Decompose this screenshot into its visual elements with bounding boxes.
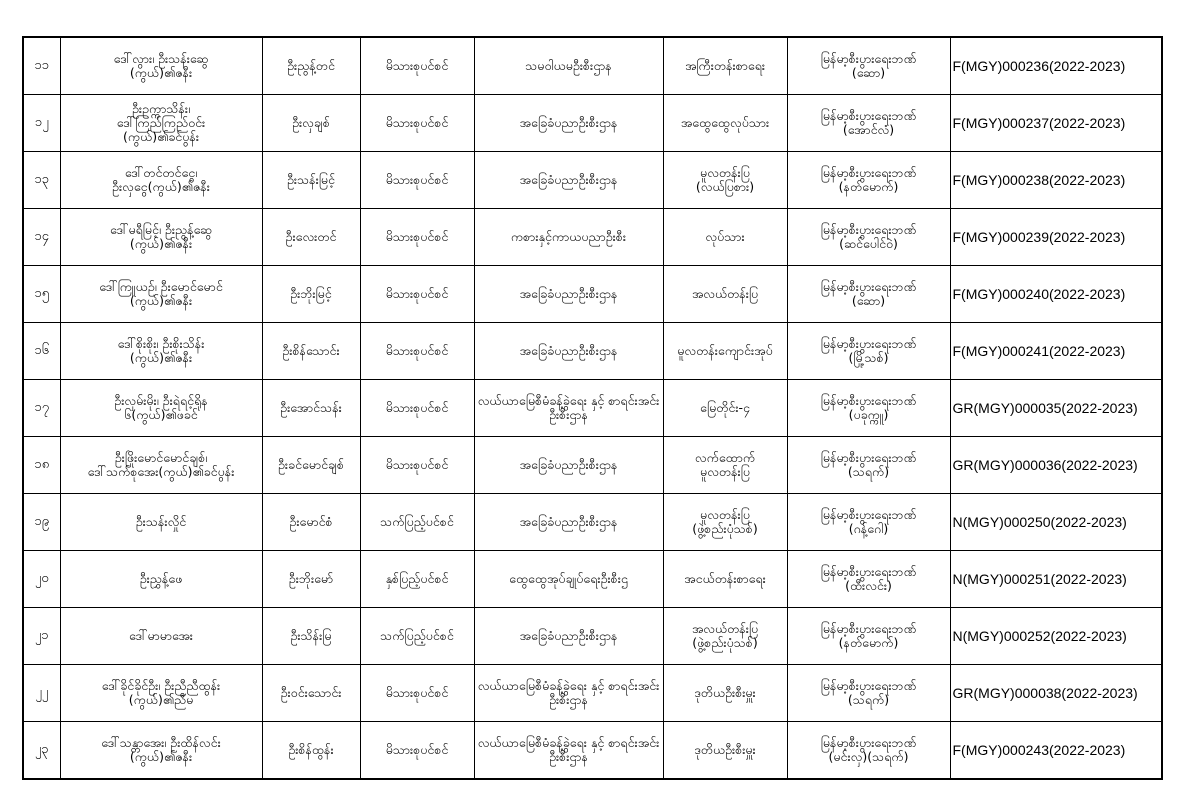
bank-branch-cell xyxy=(787,37,950,95)
father-name-cell: ဦးမောင်စံ xyxy=(262,494,360,551)
father-name-cell: ဦးဘိုးမော် xyxy=(262,551,360,608)
bank-line: (အောင်လံ) xyxy=(842,122,895,137)
pension-code-cell: F(MGY)000241(2022-2023) xyxy=(950,323,1162,380)
pension-type-cell: မိသားစုပင်စင် xyxy=(360,209,474,266)
row-number-cell: ၂၁ xyxy=(23,608,60,665)
applicant-name-line: (ကွယ်)၏ဇနီး xyxy=(129,749,193,764)
department-cell: လယ်ယာမြေစီမံခန့်ခွဲရေး နှင့် စာရင်းအင်းဦးစီးဌာန xyxy=(474,380,663,437)
bank-line: (နတ်မောက်) xyxy=(838,635,899,650)
pension-type-cell: မိသားစုပင်စင် xyxy=(360,266,474,323)
table-row xyxy=(23,551,1162,608)
bank-line: မြန်မာ့စီးပွားရေးဘဏ် xyxy=(820,51,917,66)
pension-code-cell: F(MGY)000236(2022-2023) xyxy=(950,37,1162,95)
rank-line: မူလတန်းပြ xyxy=(700,165,750,180)
rank-cell xyxy=(663,323,787,380)
bank-branch-cell xyxy=(787,380,950,437)
father-name-cell: ဦးလေးတင် xyxy=(262,209,360,266)
rank-cell xyxy=(663,37,787,95)
pension-type-cell: မိသားစုပင်စင် xyxy=(360,95,474,152)
pension-table-sheet xyxy=(22,36,1161,780)
father-name-cell: ဦးသန်းမြင့် xyxy=(262,152,360,209)
bank-line: (ဆင်ပေါင်ဝဲ) xyxy=(839,236,898,251)
pension-code-cell: F(MGY)000238(2022-2023) xyxy=(950,152,1162,209)
bank-line: (ဂန့်ဂေါ) xyxy=(848,521,889,536)
row-number-cell: ၁၆ xyxy=(23,323,60,380)
bank-line: (သရက်) xyxy=(847,692,890,707)
father-name-cell: ဦးဝင်းသောင်း xyxy=(262,665,360,722)
bank-branch-cell xyxy=(787,494,950,551)
bank-branch-cell xyxy=(787,722,950,780)
table-row xyxy=(23,152,1162,209)
rank-cell xyxy=(663,152,787,209)
rank-line: အလယ်တန်းပြ xyxy=(691,621,759,636)
bank-line: မြန်မာ့စီးပွားရေးဘဏ် xyxy=(820,108,917,123)
bank-branch-cell xyxy=(787,266,950,323)
table-body xyxy=(23,37,1162,779)
father-name-cell: ဦးသိန်းမြ xyxy=(262,608,360,665)
applicant-name-line: ၆(ကွယ်)၏ဖခင် xyxy=(124,407,198,422)
bank-line: (မြို့သစ်) xyxy=(848,350,889,365)
bank-branch-cell xyxy=(787,665,950,722)
applicant-name-line: (ကွယ်)၏ခင်ပွန်း xyxy=(123,129,199,144)
department-cell: ထွေထွေအုပ်ချုပ်ရေးဦးစီးဌ xyxy=(474,551,663,608)
bank-branch-cell xyxy=(787,551,950,608)
rank-line: (ဖွဲ့စည်းပုံသစ်) xyxy=(692,521,758,536)
bank-line: (နတ်မောက်) xyxy=(838,179,899,194)
applicant-name-line: ဒေါ်သက်စုအေး(ကွယ်)၏ခင်ပွန်း xyxy=(87,464,235,479)
father-name-cell: ဦးစိန်သောင်း xyxy=(262,323,360,380)
pension-type-cell: မိသားစုပင်စင် xyxy=(360,152,474,209)
pension-code-cell: F(MGY)000240(2022-2023) xyxy=(950,266,1162,323)
pension-table xyxy=(22,36,1163,780)
applicant-name-cell xyxy=(60,551,262,608)
applicant-name-line: ဒေါ်မာမာအေး xyxy=(129,628,193,643)
father-name-cell: ဦးခင်မောင်ချစ် xyxy=(262,437,360,494)
pension-code-cell: N(MGY)000250(2022-2023) xyxy=(950,494,1162,551)
row-number-cell: ၁၄ xyxy=(23,209,60,266)
department-cell: ကစားနှင့်ကာယပညာဦးစီး xyxy=(474,209,663,266)
table-row xyxy=(23,37,1162,95)
bank-line: မြန်မာ့စီးပွားရေးဘဏ် xyxy=(820,450,917,465)
bank-line: မြန်မာ့စီးပွားရေးဘဏ် xyxy=(820,165,917,180)
pension-code-cell: F(MGY)000237(2022-2023) xyxy=(950,95,1162,152)
bank-branch-cell xyxy=(787,437,950,494)
applicant-name-line: ဒေါ်ခိုင်ခိုင်ဦး၊ ဦးညီညီထွန်း xyxy=(101,678,221,693)
bank-branch-cell xyxy=(787,209,950,266)
applicant-name-line: ဒေါ်တင်တင်ငွေ၊ xyxy=(124,165,198,180)
applicant-name-line: ဒေါ်လွား၊ ဦးသန်းဆွေ xyxy=(113,51,209,66)
father-name-cell: ဦးဘိုးမြင့် xyxy=(262,266,360,323)
table-row xyxy=(23,209,1162,266)
rank-line: မြေတိုင်း-၄ xyxy=(699,400,751,415)
department-cell: အခြေခံပညာဦးစီးဌာန xyxy=(474,266,663,323)
applicant-name-cell xyxy=(60,266,262,323)
rank-cell xyxy=(663,722,787,780)
rank-cell xyxy=(663,95,787,152)
rank-cell xyxy=(663,437,787,494)
department-cell: အခြေခံပညာဦးစီးဌာန xyxy=(474,152,663,209)
applicant-name-line: ဦးလှမ်းမိုး၊ ဦးရဲရင့်ရိုန xyxy=(114,393,208,408)
pension-type-cell: မိသားစုပင်စင် xyxy=(360,37,474,95)
bank-line: (ထီးလင်း) xyxy=(845,578,892,593)
applicant-name-cell xyxy=(60,665,262,722)
bank-branch-cell xyxy=(787,323,950,380)
department-cell: အခြေခံပညာဦးစီးဌာန xyxy=(474,608,663,665)
applicant-name-cell xyxy=(60,37,262,95)
father-name-cell: ဦးအောင်သန်း xyxy=(262,380,360,437)
rank-line: မူလတန်းပြ xyxy=(700,464,750,479)
applicant-name-line: ဒေါ်စိုးစိုး၊ ဦးစိုးသိန်း xyxy=(117,336,205,351)
pension-code-cell: GR(MGY)000035(2022-2023) xyxy=(950,380,1162,437)
row-number-cell: ၁၃ xyxy=(23,152,60,209)
table-row xyxy=(23,437,1162,494)
applicant-name-cell xyxy=(60,722,262,780)
pension-code-cell: N(MGY)000252(2022-2023) xyxy=(950,608,1162,665)
bank-branch-cell xyxy=(787,608,950,665)
department-cell: အခြေခံပညာဦးစီးဌာန xyxy=(474,323,663,380)
applicant-name-line: (ကွယ်)၏ဇနီး xyxy=(129,236,193,251)
pension-code-cell: N(MGY)000251(2022-2023) xyxy=(950,551,1162,608)
table-row xyxy=(23,323,1162,380)
row-number-cell: ၁၇ xyxy=(23,380,60,437)
bank-line: မြန်မာ့စီးပွားရေးဘဏ် xyxy=(820,735,917,750)
bank-line: (ပခုက္ကူ) xyxy=(848,407,889,422)
bank-line: မြန်မာ့စီးပွားရေးဘဏ် xyxy=(820,621,917,636)
department-cell: သမဝါယမဦးစီးဌာန xyxy=(474,37,663,95)
bank-line: မြန်မာ့စီးပွားရေးဘဏ် xyxy=(820,507,917,522)
row-number-cell: ၂၃ xyxy=(23,722,60,780)
bank-branch-cell xyxy=(787,95,950,152)
applicant-name-cell xyxy=(60,152,262,209)
pension-type-cell: မိသားစုပင်စင် xyxy=(360,437,474,494)
father-name-cell: ဦးညွန့်တင် xyxy=(262,37,360,95)
pension-type-cell: နှစ်ပြည့်ပင်စင် xyxy=(360,551,474,608)
row-number-cell: ၁၁ xyxy=(23,37,60,95)
bank-line: မြန်မာ့စီးပွားရေးဘဏ် xyxy=(820,279,917,294)
rank-line: ဒုတိယဦးစီးမှူး xyxy=(694,742,756,757)
pension-type-cell: သက်ပြည့်ပင်စင် xyxy=(360,494,474,551)
bank-line: (ဆော) xyxy=(851,65,886,80)
table-row xyxy=(23,665,1162,722)
rank-cell xyxy=(663,494,787,551)
row-number-cell: ၁၈ xyxy=(23,437,60,494)
applicant-name-line: ဦးသန်းလှိုင် xyxy=(135,514,187,529)
bank-branch-cell xyxy=(787,152,950,209)
rank-cell xyxy=(663,608,787,665)
table-row xyxy=(23,608,1162,665)
bank-line: မြန်မာ့စီးပွားရေးဘဏ် xyxy=(820,336,917,351)
bank-line: (ဆော) xyxy=(851,293,886,308)
pension-type-cell: မိသားစုပင်စင် xyxy=(360,380,474,437)
pension-type-cell: သက်ပြည့်ပင်စင် xyxy=(360,608,474,665)
rank-line: အထွေထွေလုပ်သား xyxy=(680,115,770,130)
applicant-name-line: ဒေါ်ကြည်ကြည်ဝင်း xyxy=(116,115,206,130)
rank-cell xyxy=(663,665,787,722)
pension-code-cell: GR(MGY)000038(2022-2023) xyxy=(950,665,1162,722)
bank-line: မြန်မာ့စီးပွားရေးဘဏ် xyxy=(820,222,917,237)
applicant-name-line: (ကွယ်)၏ဇနီး xyxy=(129,350,193,365)
father-name-cell: ဦးစိန်ထွန်း xyxy=(262,722,360,780)
table-row xyxy=(23,380,1162,437)
applicant-name-cell xyxy=(60,95,262,152)
bank-line: (သရက်) xyxy=(847,464,890,479)
table-row xyxy=(23,266,1162,323)
applicant-name-line: ဦးဥက္ကာသိန်း၊ xyxy=(131,101,191,116)
pension-type-cell: မိသားစုပင်စင် xyxy=(360,665,474,722)
row-number-cell: ၂၀ xyxy=(23,551,60,608)
applicant-name-line: ဒေါ်သန္တာအေး၊ ဦးထိန်လင်း xyxy=(101,735,221,750)
rank-line: အကြီးတန်းစာရေး xyxy=(684,58,766,73)
table-row xyxy=(23,722,1162,780)
rank-cell xyxy=(663,551,787,608)
rank-cell xyxy=(663,266,787,323)
applicant-name-line: (ကွယ်)၏ညီမ xyxy=(128,692,194,707)
rank-line: (ဖွဲ့စည်းပုံသစ်) xyxy=(692,635,758,650)
bank-line: မြန်မာ့စီးပွားရေးဘဏ် xyxy=(820,564,917,579)
applicant-name-cell xyxy=(60,323,262,380)
pension-code-cell: F(MGY)000239(2022-2023) xyxy=(950,209,1162,266)
department-cell: လယ်ယာမြေစီမံခန့်ခွဲရေး နှင့် စာရင်းအင်းဦးစီးဌာန xyxy=(474,722,663,780)
applicant-name-line: ဦးဖြိုးမောင်မောင်ချစ်၊ xyxy=(114,450,208,465)
rank-line: လက်ထောက် xyxy=(694,450,756,465)
applicant-name-line: ဒေါ်မရီမြင့်၊ ဦးညွန့်ဆွေ xyxy=(110,222,212,237)
rank-line: မူလတန်းပြ xyxy=(700,507,750,522)
rank-line: (လယ်ပြစား) xyxy=(695,179,755,194)
row-number-cell: ၂၂ xyxy=(23,665,60,722)
applicant-name-line: (ကွယ်)၏ဇနီး xyxy=(129,65,193,80)
row-number-cell: ၁၉ xyxy=(23,494,60,551)
pension-code-cell: F(MGY)000243(2022-2023) xyxy=(950,722,1162,780)
applicant-name-cell xyxy=(60,494,262,551)
pension-type-cell: မိသားစုပင်စင် xyxy=(360,722,474,780)
rank-line: အငယ်တန်းစာရေး xyxy=(684,571,766,586)
applicant-name-line: (ကွယ်)၏ဇနီး xyxy=(129,293,193,308)
pension-code-cell: GR(MGY)000036(2022-2023) xyxy=(950,437,1162,494)
table-row xyxy=(23,95,1162,152)
department-cell: အခြေခံပညာဦးစီးဌာန xyxy=(474,494,663,551)
bank-line: မြန်မာ့စီးပွားရေးဘဏ် xyxy=(820,393,917,408)
pension-type-cell: မိသားစုပင်စင် xyxy=(360,323,474,380)
applicant-name-cell xyxy=(60,608,262,665)
department-cell: လယ်ယာမြေစီမံခန့်ခွဲရေး နှင့် စာရင်းအင်းဦးစီးဌာန xyxy=(474,665,663,722)
department-cell: အခြေခံပညာဦးစီးဌာန xyxy=(474,95,663,152)
row-number-cell: ၁၅ xyxy=(23,266,60,323)
rank-line: လုပ်သား xyxy=(705,229,745,244)
applicant-name-line: ဦးညွှန့်ဖေ xyxy=(139,571,183,586)
department-cell: အခြေခံပညာဦးစီးဌာန xyxy=(474,437,663,494)
bank-line: (မင်းလှ)(သရက်) xyxy=(828,749,909,764)
father-name-cell: ဦးလှချစ် xyxy=(262,95,360,152)
applicant-name-line: ဦးလှငွေ(ကွယ်)၏ဇနီး xyxy=(112,179,210,194)
applicant-name-line: ဒေါ်ကြူယဉ်၊ ဦးမောင်မောင် xyxy=(99,279,223,294)
rank-line: မူလတန်းကျောင်းအုပ် xyxy=(677,343,773,358)
applicant-name-cell xyxy=(60,209,262,266)
table-row xyxy=(23,494,1162,551)
rank-cell xyxy=(663,380,787,437)
applicant-name-cell xyxy=(60,380,262,437)
applicant-name-cell xyxy=(60,437,262,494)
rank-line: ဒုတိယဦးစီးမှူး xyxy=(694,685,756,700)
rank-line: အလယ်တန်းပြ xyxy=(691,286,759,301)
rank-cell xyxy=(663,209,787,266)
bank-line: မြန်မာ့စီးပွားရေးဘဏ် xyxy=(820,678,917,693)
row-number-cell: ၁၂ xyxy=(23,95,60,152)
